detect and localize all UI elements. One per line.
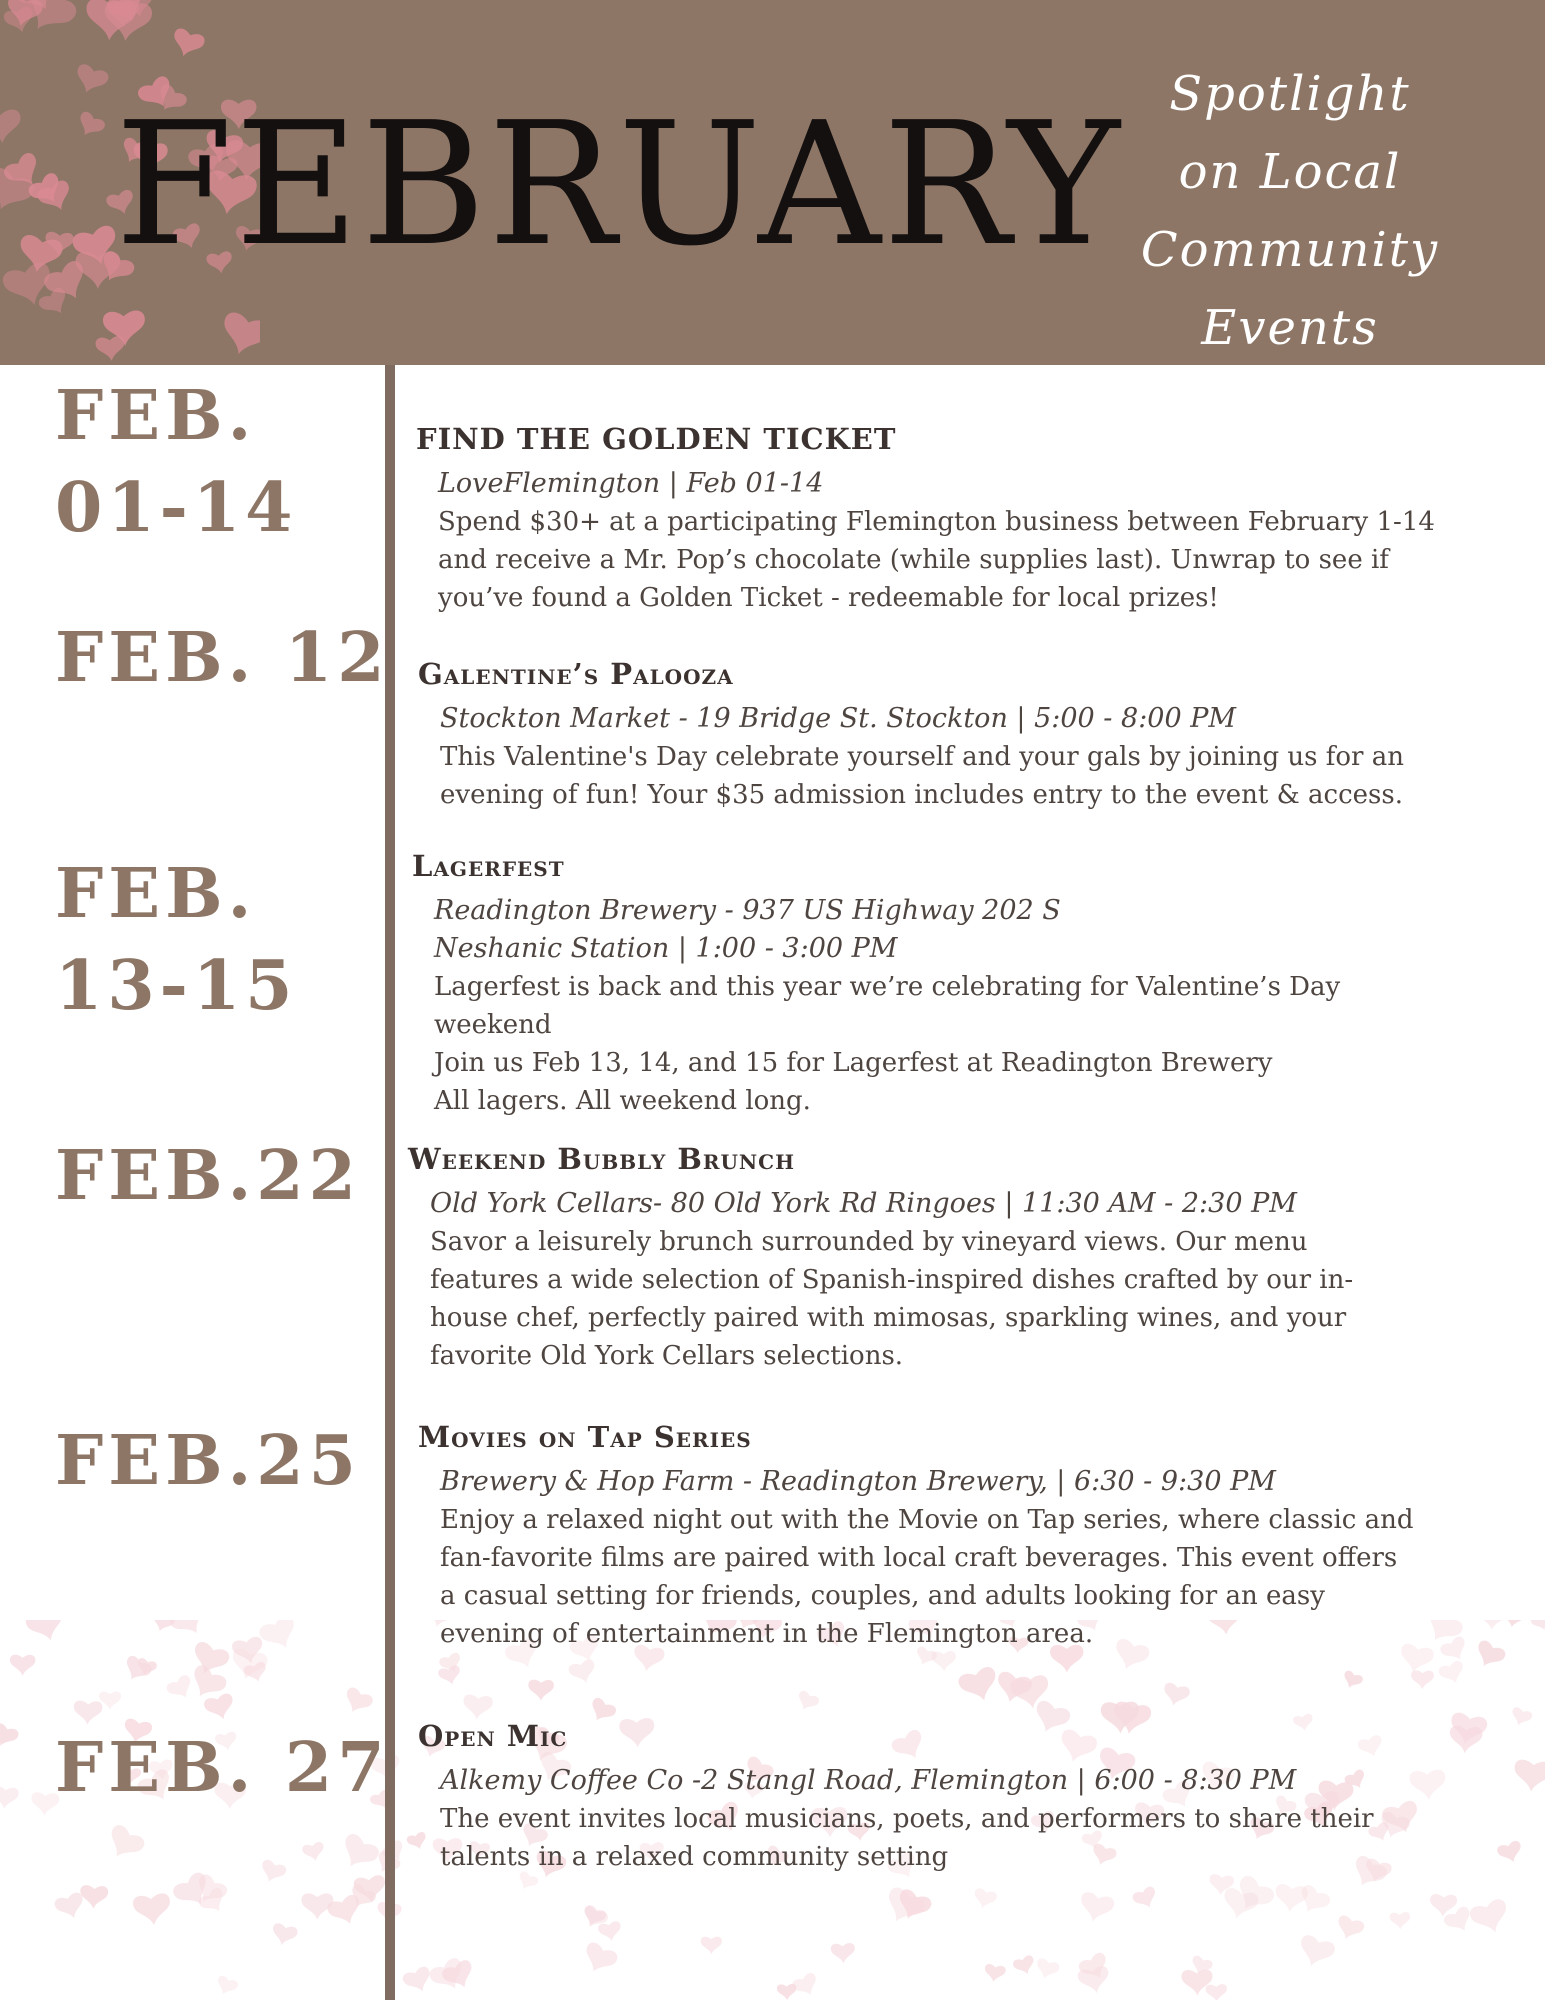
event-location: Brewery & Hop Farm - Readington Brewery, | 6:30 - 9:30 PM xyxy=(440,1466,1276,1497)
event-location: Neshanic Station | 1:00 - 3:00 PM xyxy=(434,933,898,964)
date-line: FEB. xyxy=(55,376,257,456)
heart-icon xyxy=(257,1858,288,1886)
description-line: Spend $30+ at a participating Flemington business between February 1-14 xyxy=(438,507,1435,537)
event-title: FIND THE GOLDEN TICKET xyxy=(416,422,897,456)
heart-icon xyxy=(203,1692,238,1723)
heart-icon xyxy=(79,1885,108,1910)
event-description xyxy=(434,968,1527,1120)
event-entry xyxy=(418,655,1533,814)
event-description xyxy=(440,1501,1533,1653)
heart-icon xyxy=(0,109,22,144)
date-line: 01-14 xyxy=(55,468,298,548)
heart-icon xyxy=(579,1940,620,1978)
heart-icon xyxy=(971,1887,998,1911)
event-entry xyxy=(412,847,1527,1120)
event-location: Alkemy Coffee Co -2 Stangl Road, Flemington | 6:00 - 8:30 PM xyxy=(440,1765,1297,1796)
event-description xyxy=(440,1800,1533,1876)
date-line: FEB. 12 xyxy=(55,618,390,698)
heart-icon xyxy=(1033,1957,1060,1982)
tagline-line: on Local xyxy=(1178,144,1402,200)
heart-icon xyxy=(149,1620,176,1635)
event-description xyxy=(430,1223,1523,1375)
description-line: Enjoy a relaxed night out with the Movie on Tap series, where classic and xyxy=(440,1505,1414,1535)
event-entry xyxy=(416,420,1531,617)
event-location: Old York Cellars- 80 Old York Rd Ringoes | 11:30 AM - 2:30 PM xyxy=(430,1188,1297,1219)
description-line: The event invites local musicians, poets, and performers to share their xyxy=(440,1804,1374,1834)
heart-icon xyxy=(1411,1670,1434,1689)
heart-icon xyxy=(165,1673,197,1704)
tagline-line: Community xyxy=(1140,222,1440,278)
heart-icon xyxy=(76,252,121,289)
event-date xyxy=(55,1722,390,1814)
event-title: Movies on Tap Series xyxy=(418,1420,752,1454)
event-title: Galentine’s Palooza xyxy=(418,657,734,691)
heart-icon xyxy=(1437,1659,1467,1687)
event-description xyxy=(440,738,1533,814)
description-line: talents in a relaxed community setting xyxy=(440,1842,949,1872)
heart-icon xyxy=(957,1665,1003,1707)
event-date xyxy=(55,848,297,1032)
heart-icon xyxy=(528,1680,554,1702)
heart-icon xyxy=(132,1893,172,1928)
heart-icon xyxy=(701,1937,722,1955)
event-entry xyxy=(418,1717,1533,1876)
date-line: FEB. xyxy=(55,854,257,934)
heart-icon xyxy=(1429,1894,1457,1918)
heart-icon xyxy=(1389,1912,1410,1930)
heart-icon xyxy=(0,1722,20,1751)
heart-icon xyxy=(301,1893,333,1919)
heart-icon xyxy=(340,1686,375,1719)
heart-icon xyxy=(1273,1883,1308,1913)
event-description xyxy=(438,503,1531,617)
heart-icon xyxy=(301,1841,326,1863)
description-line: Join us Feb 13, 14, and 15 for Lagerfest at Readington Brewery xyxy=(434,1048,1273,1078)
tagline-line: Events xyxy=(1201,300,1379,356)
heart-icon xyxy=(567,1658,598,1687)
event-title: Weekend Bubbly Brunch xyxy=(408,1142,795,1176)
heart-icon xyxy=(73,110,106,142)
event-date xyxy=(55,370,297,554)
event-entry xyxy=(418,1418,1533,1653)
date-line: 13-15 xyxy=(55,946,298,1026)
description-line: evening of fun! Your $35 admission includes entry to the event & access. xyxy=(440,780,1403,810)
heart-icon xyxy=(24,1620,69,1646)
page-title: FEBRUARY xyxy=(115,86,1122,284)
heart-icon xyxy=(1012,1954,1038,1978)
heart-icon xyxy=(3,6,37,36)
heart-icon xyxy=(1295,1933,1337,1971)
heart-icon xyxy=(10,1655,36,1676)
heart-icon xyxy=(1340,1669,1364,1691)
heart-icon xyxy=(597,1920,623,1943)
description-line: favorite Old York Cellars selections. xyxy=(430,1341,904,1371)
header-banner xyxy=(0,0,1545,365)
event-date xyxy=(55,612,390,704)
description-line: This Valentine's Day celebrate yourself and your gals by joining us for an xyxy=(440,742,1404,772)
event-title: Lagerfest xyxy=(412,849,565,883)
heart-icon xyxy=(983,1963,1006,1983)
heart-icon xyxy=(0,1786,19,1810)
event-title: Open Mic xyxy=(418,1719,568,1753)
description-line: evening of entertainment in the Flemington area. xyxy=(440,1619,1094,1649)
heart-icon xyxy=(437,1664,463,1687)
heart-icon xyxy=(1077,1891,1116,1926)
description-line: you’ve found a Golden Ticket - redeemable for local prizes! xyxy=(438,583,1219,613)
heart-icon xyxy=(335,1831,382,1876)
event-entry xyxy=(408,1140,1523,1375)
heart-icon xyxy=(1161,1682,1191,1709)
heart-icon xyxy=(401,1965,435,1997)
tagline xyxy=(1140,55,1440,365)
heart-icon xyxy=(831,1943,856,1964)
heart-icon xyxy=(102,1822,147,1865)
event-location: Stockton Market - 19 Bridge St. Stockton | 5:00 - 8:00 PM xyxy=(440,703,1237,734)
description-line: weekend xyxy=(434,1010,552,1040)
date-line: FEB. 27 xyxy=(55,1728,390,1808)
description-line: and receive a Mr. Pop’s chocolate (while supplies last). Unwrap to see if xyxy=(438,545,1389,575)
heart-icon xyxy=(794,1689,821,1714)
description-line: Savor a leisurely brunch surrounded by vineyard views. Our menu xyxy=(430,1227,1308,1257)
heart-icon xyxy=(791,1971,822,2000)
heart-icon xyxy=(1205,1984,1227,2000)
heart-icon xyxy=(269,1922,298,1948)
heart-icon xyxy=(257,1620,303,1656)
event-location: LoveFlemington | Feb 01-14 xyxy=(438,468,824,499)
description-line: house chef, perfectly paired with mimosas, sparkling wines, and your xyxy=(430,1303,1347,1333)
date-line: FEB.25 xyxy=(55,1421,361,1501)
description-line: fan-favorite films are paired with local craft beverages. This event offers xyxy=(440,1543,1398,1573)
description-line: Lagerfest is back and this year we’re celebrating for Valentine’s Day xyxy=(434,972,1341,1002)
heart-icon xyxy=(1131,1885,1160,1912)
heart-icon xyxy=(1333,1914,1365,1944)
heart-icon xyxy=(1468,1897,1513,1938)
heart-icon xyxy=(71,62,110,98)
heart-icon xyxy=(169,27,207,61)
description-line: All lagers. All weekend long. xyxy=(434,1086,811,1116)
heart-icon xyxy=(216,310,260,361)
date-line: FEB.22 xyxy=(55,1136,361,1216)
event-date xyxy=(55,1130,361,1222)
description-line: features a wide selection of Spanish-inspired dishes crafted by our in- xyxy=(430,1265,1354,1295)
tagline-line: Spotlight xyxy=(1169,66,1411,122)
description-line: a casual setting for friends, couples, and adults looking for an easy xyxy=(440,1581,1325,1611)
event-location: Readington Brewery - 937 US Highway 202 S xyxy=(434,895,1061,926)
event-date xyxy=(55,1415,361,1507)
heart-icon xyxy=(213,1974,239,1998)
